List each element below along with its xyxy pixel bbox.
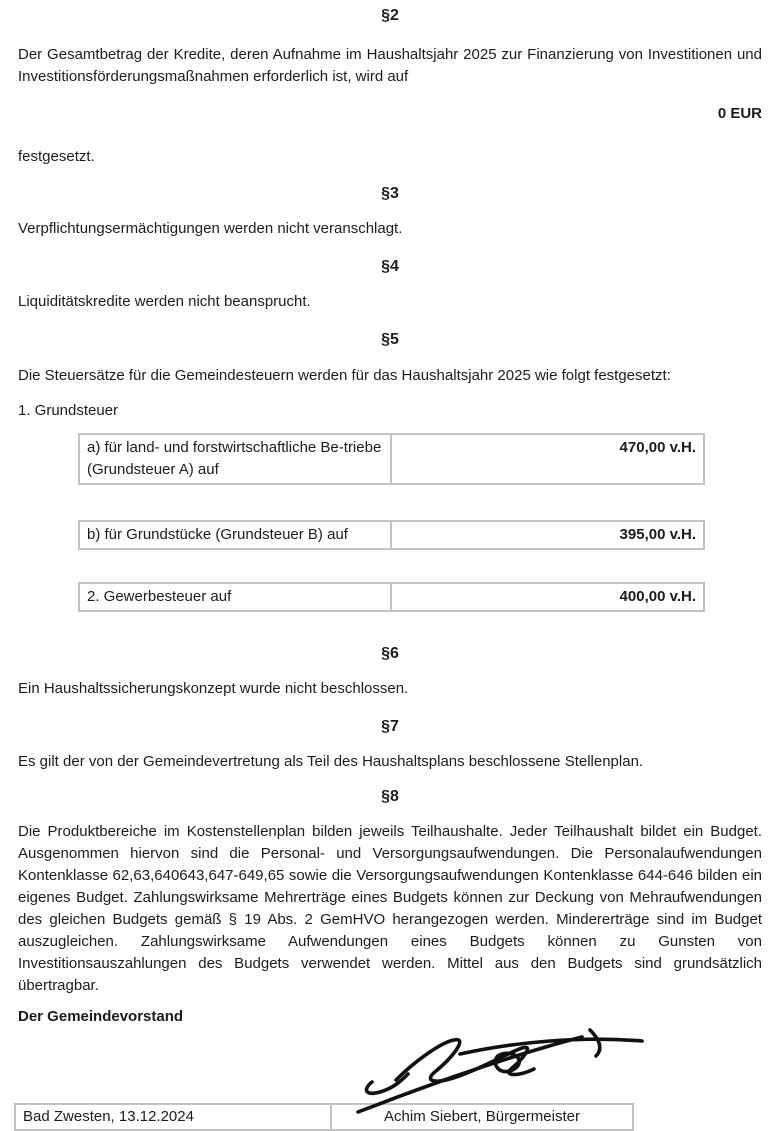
- table-row: [79, 521, 704, 549]
- section-6-body: Ein Haushaltssicherungskonzept wurde nicht beschlossen.: [18, 680, 409, 697]
- tax-label-grundsteuer-b: b) für Grundstücke (Grundsteuer B) auf: [79, 521, 391, 549]
- credit-amount-value: 0 EUR: [717, 105, 762, 122]
- section-8-heading: §8: [381, 788, 399, 805]
- section-4-body: Liquiditätskredite werden nicht beansprucht.: [18, 293, 311, 310]
- table-row: [79, 583, 704, 611]
- tax-value-grundsteuer-a: 470,00 v.H.: [391, 434, 704, 484]
- signature-footer-table: [14, 1103, 634, 1131]
- tax-value-gewerbesteuer: 400,00 v.H.: [391, 583, 704, 611]
- tax-table-gewerbesteuer: [78, 582, 705, 612]
- tax-value-grundsteuer-b: 395,00 v.H.: [391, 521, 704, 549]
- section-8-body: Die Produktbereiche im Kostenstellenplan bilden jeweils Teilhaushalte. Jeder Teilhaushalt bildet ein Budget. Ausgenommen hiervon sind die Personal- und Versorgungsaufwendungen. Die Personalaufwendungen Kontenklasse 62,63,640643,647-649,65 sowie die Versorgungsaufwendungen Kontenklasse 644-646 bilden ein eigenes Budget. Zahlungswirksame Mehrerträge eines Budgets können zur Deckung von Mehraufwendungen des gleichen Budgets gemäß § 19 Abs. 2 GemHVO herangezogen werden. Mindererträge sind im Budget auszugleichen. Zahlungswirksame Aufwendungen eines Budgets können zu Gunsten von Investitionsauszahlungen des Budgets verwendet werden. Mittel aus den Budgets sind grundsätzlich übertragbar.: [18, 823, 762, 994]
- section-2-closing: festgesetzt.: [18, 148, 95, 165]
- section-4-heading: §4: [381, 258, 399, 275]
- grundsteuer-list-label: 1. Grundsteuer: [18, 402, 119, 419]
- place-date-cell: Bad Zwesten, 13.12.2024: [15, 1104, 331, 1130]
- tax-label-gewerbesteuer: 2. Gewerbesteuer auf: [79, 583, 391, 611]
- signature-image: [350, 1024, 650, 1114]
- signature-area: [18, 1028, 762, 1103]
- table-row: [15, 1104, 633, 1130]
- tax-table-grundsteuer-a: [78, 433, 705, 485]
- section-2-heading: §2: [381, 7, 399, 24]
- section-5-heading: §5: [381, 331, 399, 348]
- section-3-body: Verpflichtungsermächtigungen werden nicht veranschlagt.: [18, 220, 403, 237]
- signer-cell: Achim Siebert, Bürgermeister: [331, 1104, 633, 1130]
- section-3-heading: §3: [381, 185, 399, 202]
- tax-label-grundsteuer-a: a) für land- und forstwirtschaftliche Be-triebe (Grundsteuer A) auf: [79, 434, 391, 484]
- section-2-body: Der Gesamtbetrag der Kredite, deren Aufnahme im Haushaltsjahr 2025 zur Finanzierung von Investitionen und Investitionsförderungsmaßnahmen erforderlich ist, wird auf: [18, 46, 762, 85]
- table-row: [79, 434, 704, 484]
- gemeindevorstand-label: Der Gemeindevorstand: [18, 1008, 184, 1025]
- section-7-body: Es gilt der von der Gemeindevertretung als Teil des Haushaltsplans beschlossene Stellenplan.: [18, 753, 644, 770]
- section-6-heading: §6: [381, 645, 399, 662]
- section-7-heading: §7: [381, 718, 399, 735]
- section-5-body: Die Steuersätze für die Gemeindesteuern werden für das Haushaltsjahr 2025 wie folgt festgesetzt:: [18, 367, 671, 384]
- tax-table-grundsteuer-b: [78, 520, 705, 550]
